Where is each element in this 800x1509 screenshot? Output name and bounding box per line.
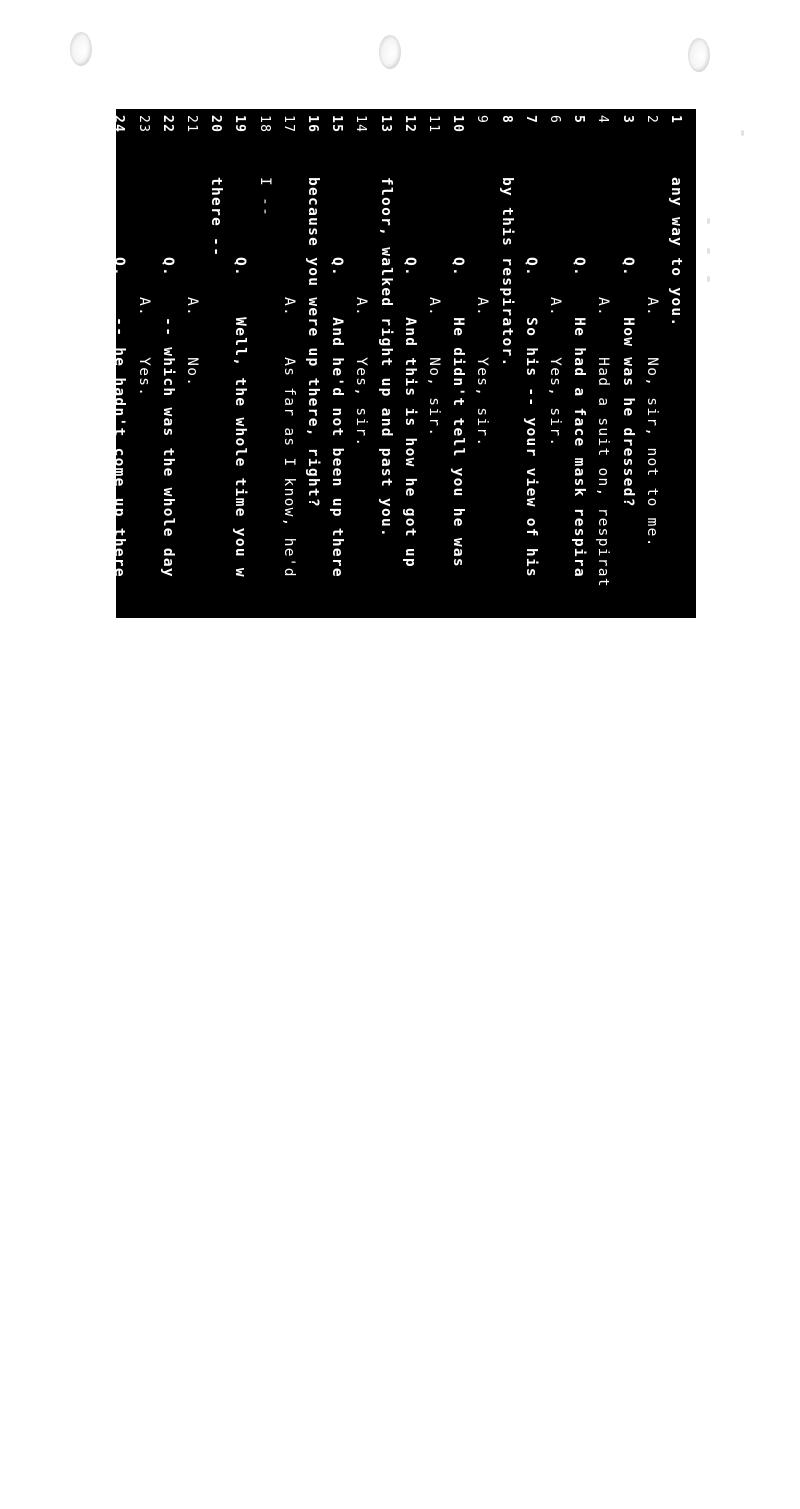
line-number: 19	[232, 115, 248, 134]
line-number: 22	[159, 115, 175, 134]
punch-hole-right	[688, 38, 710, 72]
line-number: 12	[401, 115, 417, 134]
line-text: A. Yes.	[135, 297, 152, 398]
transcript-line	[156, 109, 180, 1509]
line-number: 23	[135, 115, 151, 134]
line-text: Q. And this is how he got up	[401, 257, 418, 568]
paper-speck	[707, 248, 710, 254]
transcript-line	[204, 109, 228, 1509]
transcript-line	[325, 109, 349, 1509]
line-text: A. Had a suit on, respirat	[595, 297, 612, 588]
line-number: 16	[305, 115, 320, 134]
line-text: A. Yes, sir.	[353, 297, 370, 448]
line-number: 2	[643, 115, 659, 125]
transcript-text-block	[111, 109, 696, 618]
line-number: 21	[184, 115, 199, 134]
line-text: there --	[208, 177, 225, 258]
line-text: I --	[256, 177, 273, 218]
line-number: 7	[522, 115, 538, 125]
line-number: 24	[111, 115, 127, 134]
paper-speck	[741, 130, 744, 136]
line-text: by this respirator.	[498, 177, 515, 368]
line-text: Q. And he'd not been up there	[329, 257, 346, 578]
transcript-line	[567, 109, 591, 1509]
line-text: Q. How was he dressed?	[619, 257, 636, 508]
transcript-line	[252, 109, 276, 1509]
line-text: Q. He had a face mask respira	[571, 257, 588, 578]
line-number: 17	[280, 115, 296, 134]
paper-speck	[707, 218, 710, 224]
line-text: A. Yes, sir.	[547, 297, 563, 448]
line-text: Q. He didn't tell you he was	[450, 257, 467, 568]
line-text: A. No.	[184, 297, 200, 388]
punch-hole-center	[379, 35, 401, 69]
transcript-line	[494, 109, 518, 1509]
transcript-line	[470, 109, 494, 1509]
transcript-line	[398, 109, 422, 1509]
line-number: 20	[208, 115, 224, 134]
paper-speck	[707, 276, 710, 282]
transcript-line	[180, 109, 204, 1509]
line-text: Q. -- which was the whole day	[159, 257, 176, 578]
line-number: 8	[498, 115, 514, 125]
line-number: 18	[256, 115, 272, 134]
punch-hole-left	[70, 32, 92, 66]
transcript-line	[107, 109, 131, 1509]
transcript-page	[111, 109, 696, 618]
transcript-line	[228, 109, 252, 1509]
line-number: 9	[474, 115, 490, 125]
transcript-line	[615, 109, 639, 1509]
line-number: 6	[547, 115, 562, 125]
line-text: A. Yes, sir.	[474, 297, 491, 448]
transcript-line	[664, 109, 688, 1509]
transcript-line	[519, 109, 543, 1509]
transcript-line	[301, 109, 325, 1509]
line-number: 3	[619, 115, 635, 125]
line-number: 13	[377, 115, 393, 134]
transcript-line	[349, 109, 373, 1509]
transcript-line	[422, 109, 446, 1509]
line-text: A. As far as I know, he'd	[280, 297, 297, 578]
line-text: because you were up there, right?	[305, 177, 321, 508]
line-number: 4	[595, 115, 611, 125]
transcript-line	[446, 109, 470, 1509]
line-text: any way to you.	[668, 177, 684, 328]
line-text: A. No, sir.	[426, 297, 442, 438]
line-number: 5	[571, 115, 587, 125]
transcript-line	[591, 109, 615, 1509]
transcript-line	[131, 109, 155, 1509]
transcript-line	[543, 109, 567, 1509]
line-text: Q. -- he hadn't come up there	[111, 257, 128, 578]
transcript-line	[373, 109, 397, 1509]
transcript-line	[640, 109, 664, 1509]
line-number: 11	[426, 115, 441, 134]
line-text: floor, walked right up and past you.	[377, 177, 394, 539]
line-number: 15	[329, 115, 345, 134]
transcript-line	[277, 109, 301, 1509]
line-number: 10	[450, 115, 466, 134]
line-text: Q. Well, the whole time you w	[232, 257, 249, 578]
line-number: 1	[668, 115, 683, 125]
line-text: Q. So his -- your view of his	[522, 257, 539, 578]
line-number: 14	[353, 115, 369, 134]
line-text: A. No, sir, not to me.	[643, 297, 660, 548]
